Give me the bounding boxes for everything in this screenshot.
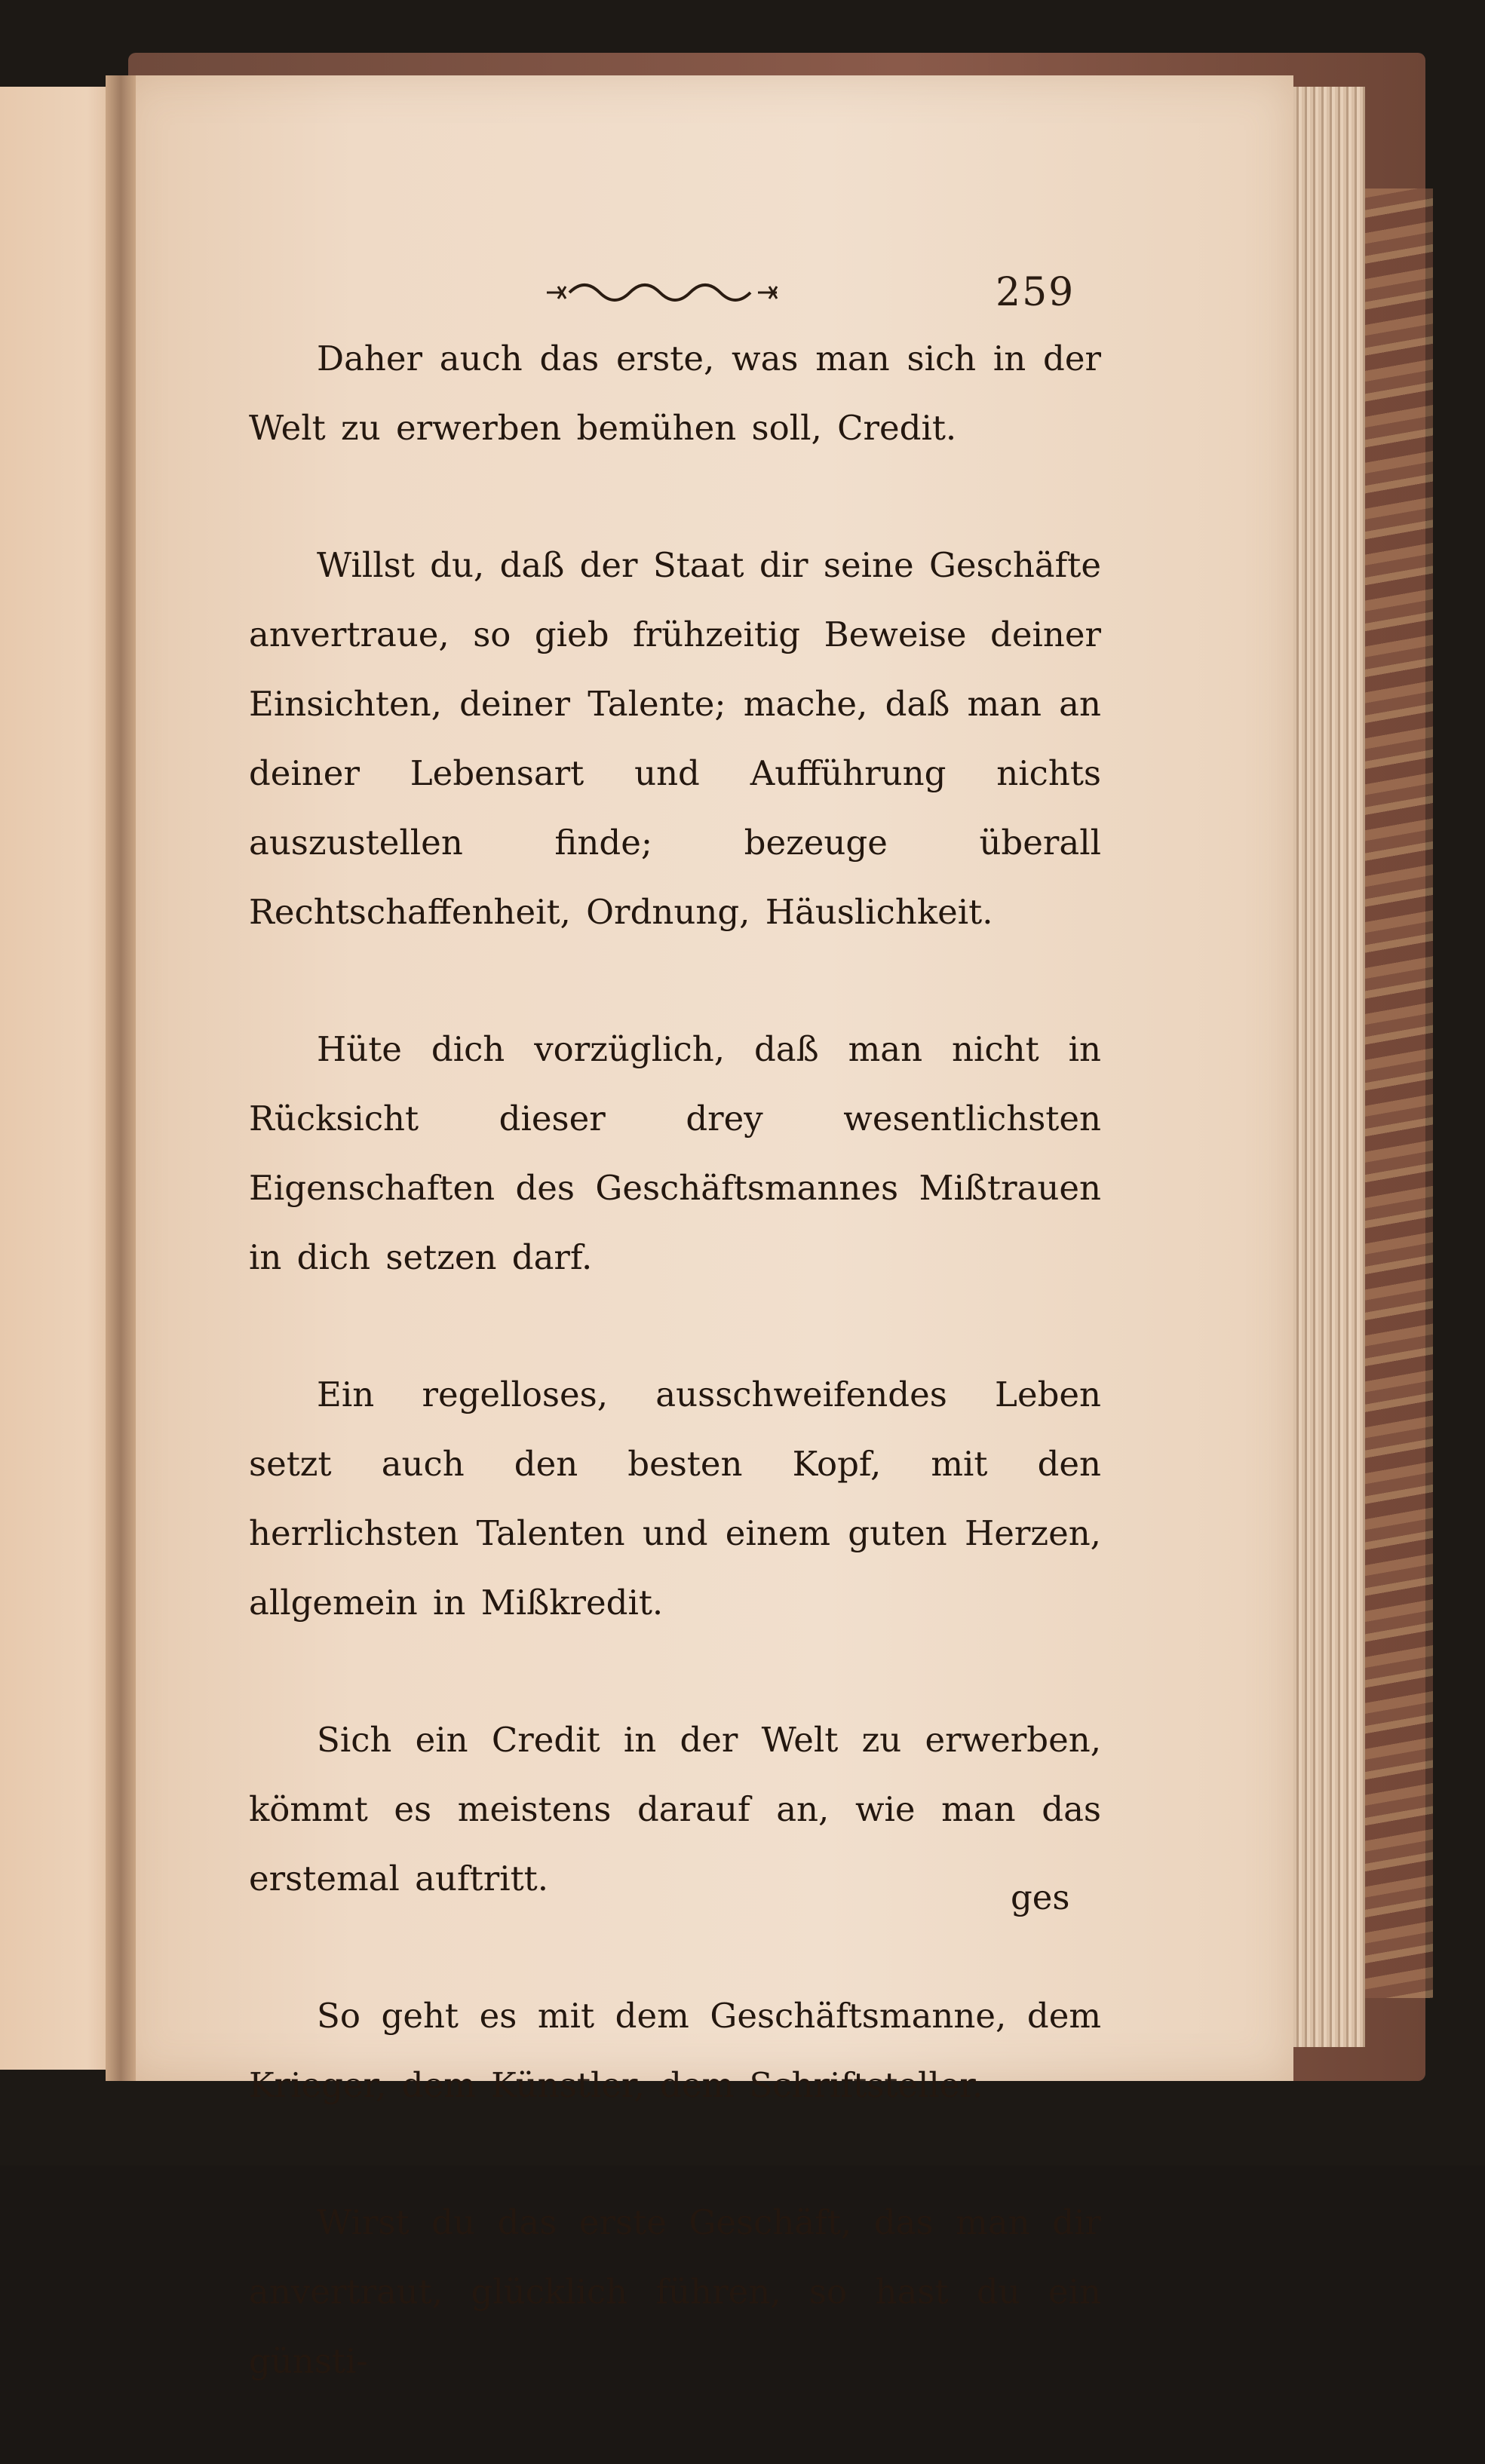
marbled-edge bbox=[1358, 188, 1433, 1998]
page-edges bbox=[1293, 87, 1365, 2047]
ornament-icon bbox=[543, 277, 792, 308]
paragraph: Willst du, daß der Staat dir seine Geschäfte anvertraue, so gieb frühzeitig Beweise deiner Einsichten, deiner Talente; mache, daß man an deiner Lebensart und Aufführung nichts auszustellen finde; bezeuge überall Rechtschaffenheit, Ordnung, Häuslichkeit. bbox=[249, 545, 1101, 932]
gutter bbox=[106, 75, 136, 2081]
catchword: ges bbox=[1011, 1877, 1070, 1917]
paragraph: Daher auch das erste, was man sich in der Welt zu erwerben bemühen soll, Credit. bbox=[249, 339, 1101, 448]
page-header bbox=[543, 270, 1075, 324]
paragraph: Sich ein Credit in der Welt zu erwerben, kömmt es meistens darauf an, wie man das erstemal auftritt. bbox=[249, 1720, 1101, 1899]
paragraph: So geht es mit dem Geschäftsmanne, dem Krieger, dem Künstler, dem Schriftsteller. bbox=[249, 1996, 1101, 2105]
page-number: 259 bbox=[996, 270, 1075, 315]
paragraph: Ein regelloses, ausschweifendes Leben setzt auch den besten Kopf, mit den herrlichsten Talenten und einem guten Herzen, allgemein in Mißkredit. bbox=[249, 1375, 1101, 1623]
body-text bbox=[249, 324, 1101, 2464]
paragraph: Hüte dich vorzüglich, daß man nicht in Rücksicht dieser drey wesentlichsten Eigenschaften des Geschäftsmannes Mißtrauen in dich setzen darf. bbox=[249, 1029, 1101, 1277]
paragraph: Wirst du das erste Geschäft, das man dir anvertraut, glücklich führen, so hast du ein günsti- bbox=[249, 2202, 1101, 2381]
